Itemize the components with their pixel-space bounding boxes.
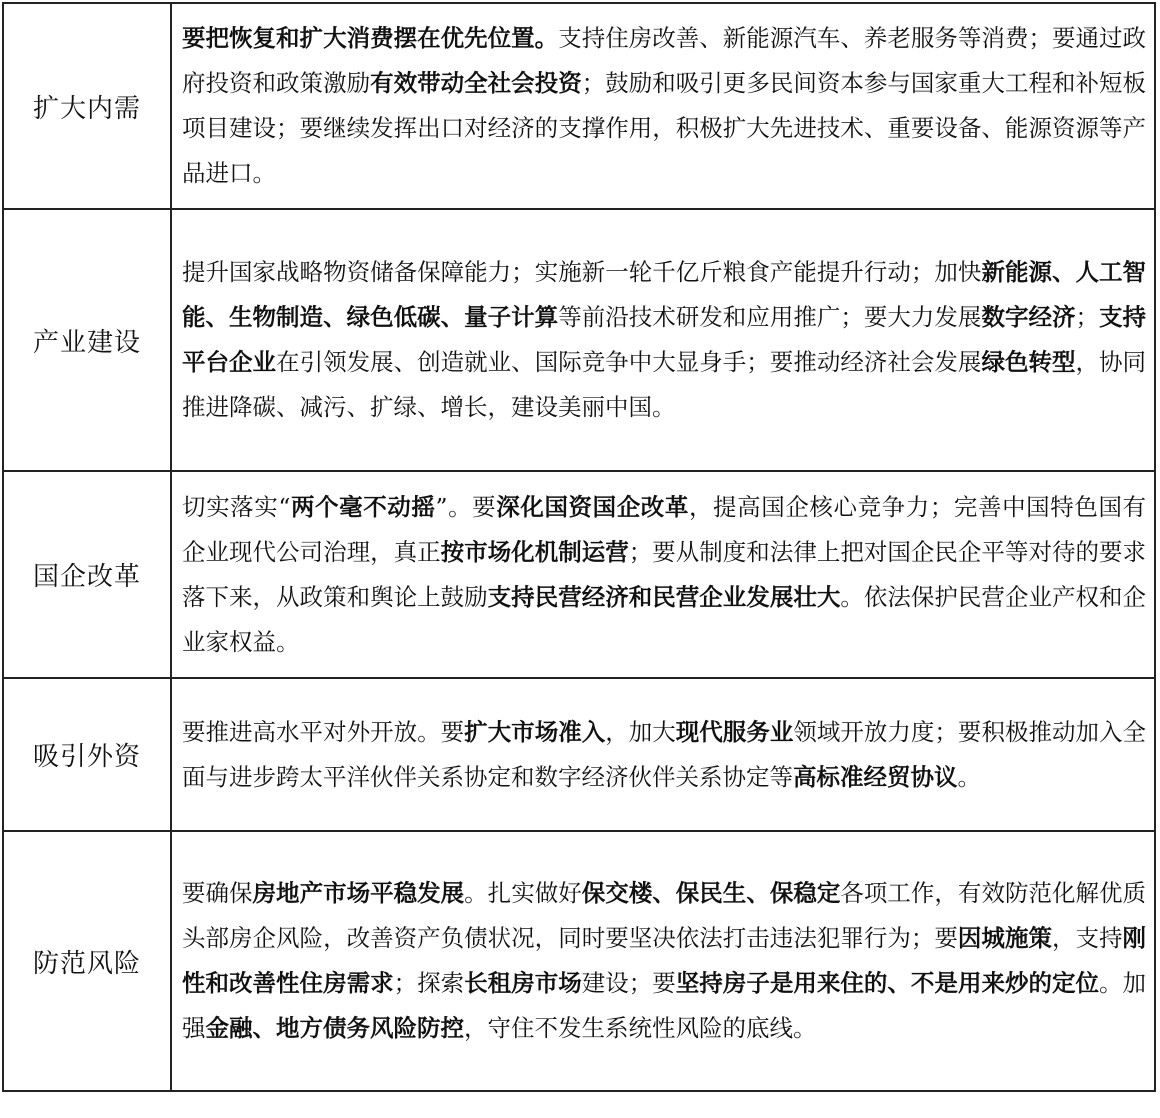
emphasis-text: 按市场化机制运营	[440, 537, 629, 566]
body-text: ；探索	[393, 969, 465, 997]
table-row	[3, 678, 1155, 831]
emphasis-text: 两个毫不动摇	[290, 492, 436, 521]
content-cell	[171, 3, 1155, 209]
emphasis-text: 扩大市场准入	[464, 717, 606, 746]
body-text: ，提高国企核心竞争力；完善中国特色国有企业现代公司治理，真正	[182, 492, 1147, 566]
body-text: 支持住房改善、新能源汽车、养老服务等消费；要通过政府投资和政策激励	[182, 24, 1147, 97]
content-cell	[171, 471, 1155, 678]
body-text: 领域开放力度；要积极推动加入全面与进步跨太平洋伙伴关系协定和数字经济伙伴关系协定等	[182, 717, 1147, 791]
emphasis-text: 要把恢复和扩大消费摆在优先位置。	[182, 24, 559, 52]
body-text: 等前沿技术研发和应用推广；要大力发展	[558, 303, 982, 331]
category-cell: 产业建设	[3, 209, 171, 471]
body-text: 。依法保护民营企业产权和企业家权益。	[182, 582, 1147, 656]
emphasis-text: 新能源、人工智能、生物制造、绿色低碳、量子计算	[182, 258, 1147, 331]
content-cell	[171, 678, 1155, 831]
body-text: 提升国家战略物资储备保障能力；实施新一轮千亿斤粮食产能提升行动；加快	[182, 258, 982, 286]
table-row	[3, 3, 1155, 209]
policy-table	[2, 2, 1156, 1092]
body-text: ”。要	[435, 492, 497, 521]
body-text: ；鼓励和吸引更多民间资本参与国家重大工程和补短板项目建设；要继续发挥出口对经济的支撑作用，积极扩大先进技术、重要设备、能源资源等产品进口。	[182, 69, 1147, 187]
body-text: ，守住不发生系统性风险的底线。	[464, 1014, 817, 1042]
body-text: ，协同推进降碳、减污、扩绿、增长，建设美丽中国。	[182, 348, 1147, 421]
emphasis-text: 坚持房子是用来住的、不是用来炒的定位	[675, 969, 1100, 997]
emphasis-text: 支持平台企业	[182, 303, 1147, 376]
body-text: 要确保	[182, 879, 253, 907]
emphasis-text: 深化国资国企改革	[496, 492, 689, 521]
content-cell	[171, 831, 1155, 1091]
category-cell: 吸引外资	[3, 678, 171, 831]
content-cell	[171, 209, 1155, 471]
body-text: ；	[1075, 303, 1099, 331]
emphasis-text: 绿色转型	[981, 348, 1076, 376]
table-row	[3, 471, 1155, 678]
emphasis-text: 长租房市场	[464, 969, 582, 997]
body-text: 。	[957, 762, 981, 791]
emphasis-text: 支持民营经济和民营企业发展壮大	[487, 582, 841, 611]
body-text: ，加大	[605, 717, 676, 746]
category-cell: 扩大内需	[3, 3, 171, 209]
emphasis-text: 金融、地方债务风险防控	[205, 1014, 464, 1042]
body-text: 。加强	[182, 969, 1147, 1042]
body-text: 。扎实做好	[464, 879, 582, 907]
emphasis-text: 房地产市场平稳发展	[252, 879, 465, 907]
table-row	[3, 831, 1155, 1091]
emphasis-text: 有效带动全社会投资	[370, 69, 582, 97]
emphasis-text: 因城施策	[957, 924, 1052, 952]
emphasis-text: 高标准经贸协议	[793, 762, 958, 791]
body-text: 切实落实“	[182, 492, 291, 521]
emphasis-text: 刚性和改善性住房需求	[182, 924, 1147, 997]
body-text: 在引领发展、创造就业、国际竞争中大显身手；要推动经济社会发展	[276, 348, 982, 376]
body-text: 建设；要	[581, 969, 676, 997]
emphasis-text: 数字经济	[981, 303, 1076, 331]
table-row	[3, 209, 1155, 471]
body-text: 要推进高水平对外开放。要	[182, 717, 465, 746]
category-cell: 防范风险	[3, 831, 171, 1091]
policy-table-body	[3, 3, 1155, 1091]
body-text: ，支持	[1051, 924, 1123, 952]
category-cell: 国企改革	[3, 471, 171, 678]
emphasis-text: 现代服务业	[675, 717, 794, 746]
body-text: 各项工作，有效防范化解优质头部房企风险，改善资产负债状况，同时要坚决依法打击违法犯罪行为；要	[182, 879, 1147, 952]
body-text: ；要从制度和法律上把对国企民企平等对待的要求落下来，从政策和舆论上鼓励	[182, 537, 1147, 611]
emphasis-text: 保交楼、保民生、保稳定	[581, 879, 841, 907]
